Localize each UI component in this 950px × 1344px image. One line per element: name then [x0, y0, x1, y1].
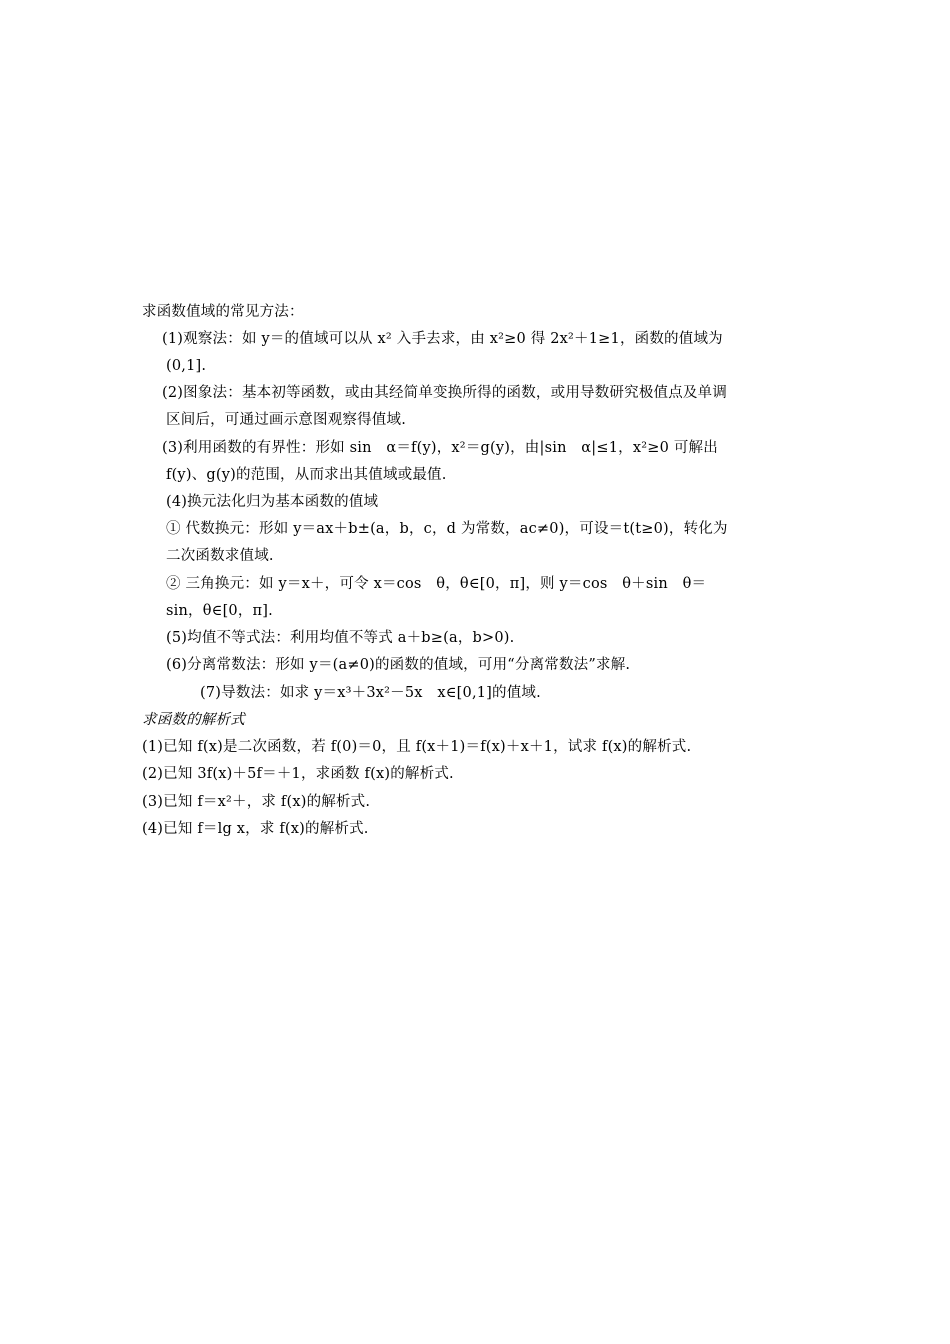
method3-line1: (3)利用函数的有界性：形如 sin α＝f(y)，x²＝g(y)，由|sin α|≤1，x²≥0 可解出: [162, 440, 718, 456]
method4-sub2-line1: ② 三角换元：如 y＝x＋，可令 x＝cos θ，θ∈[0，π]，则 y＝cos θ＋sin θ＝: [166, 576, 707, 592]
method2-line2: 区间后，可通过画示意图观察得值域.: [166, 412, 407, 428]
method6: (6)分离常数法：形如 y＝(a≠0)的函数的值域，可用“分离常数法”求解.: [166, 657, 631, 673]
method4-sub1-line2: 二次函数求值域.: [166, 548, 274, 564]
method5: (5)均值不等式法：利用均值不等式 a＋b≥(a，b>0).: [166, 630, 515, 646]
question-2: (2)已知 3f(x)＋5f＝＋1，求函数 f(x)的解析式.: [142, 766, 454, 782]
question-4: (4)已知 f＝lg x，求 f(x)的解析式.: [142, 821, 369, 837]
section2-title: 求函数的解析式: [142, 712, 245, 728]
section1-title: 求函数值域的常见方法：: [142, 304, 304, 320]
question-3: (3)已知 f＝x²＋，求 f(x)的解析式.: [142, 794, 371, 810]
question-1: (1)已知 f(x)是二次函数，若 f(0)＝0，且 f(x＋1)＝f(x)＋x＋1，试求 f(x)的解析式.: [142, 739, 692, 755]
method4-title: (4)换元法化归为基本函数的值域: [166, 494, 379, 510]
method3-line2: f(y)、g(y)的范围，从而求出其值域或最值.: [166, 467, 447, 483]
method7: (7)导数法：如求 y＝x³＋3x²－5x x∈[0,1]的值域.: [200, 685, 541, 701]
method1-line1: (1)观察法：如 y＝的值域可以从 x² 入手去求，由 x²≥0 得 2x²＋1≥1，函数的值域为: [162, 331, 723, 347]
method2-line1: (2)图象法：基本初等函数，或由其经简单变换所得的函数，或用导数研究极值点及单调: [162, 385, 728, 401]
method4-sub2-line2: sin，θ∈[0，π].: [166, 603, 273, 619]
method4-sub1-line1: ① 代数换元：形如 y＝ax＋b±(a，b，c，d 为常数，ac≠0)，可设＝t(t≥0)，转化为: [166, 521, 728, 537]
method1-line2: (0,1].: [166, 358, 207, 374]
